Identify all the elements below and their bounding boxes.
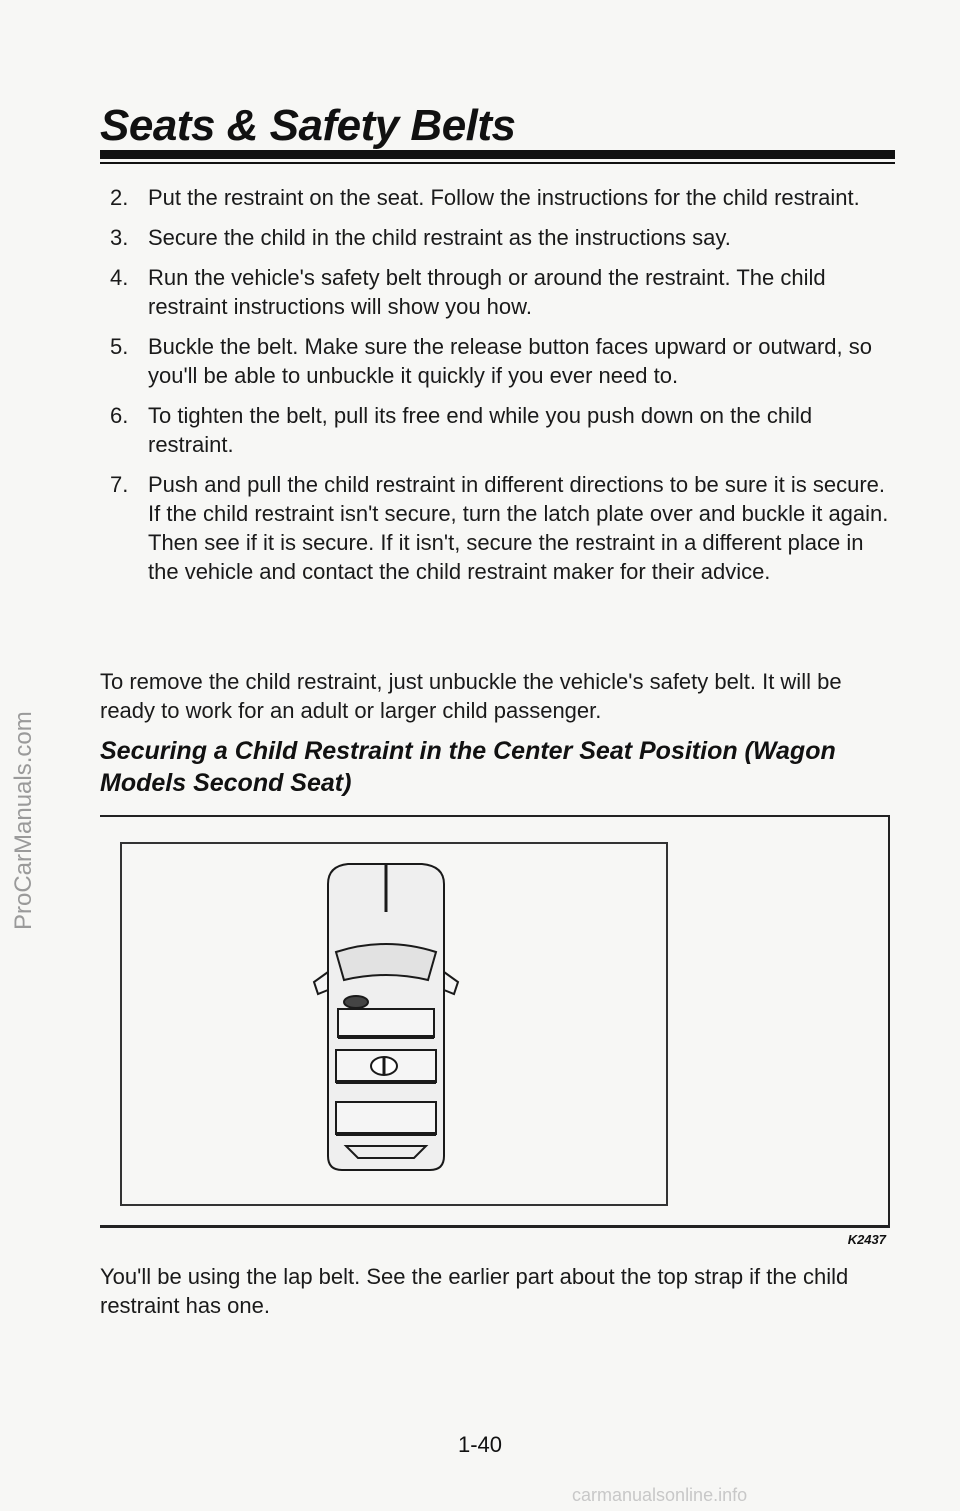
step-text: Secure the child in the child restraint as the instructions say.	[148, 225, 731, 250]
step-text: Push and pull the child restraint in different directions to be sure it is secure. If the child restraint isn't secure, turn the latch plate over and buckle it again. Then see if it is secure. If it isn't, secure the restraint in a different place in the vehicle and contact the child restraint maker for their advice.	[148, 472, 889, 584]
figure-panel	[120, 842, 668, 1206]
step-number: 3.	[110, 225, 129, 250]
step-number: 2.	[110, 185, 129, 210]
lap-belt-paragraph: You'll be using the lap belt. See the earlier part about the top strap if the child restraint has one.	[100, 1264, 849, 1318]
step-item	[110, 183, 890, 212]
step-number: 4.	[110, 265, 129, 290]
step-item	[110, 223, 890, 252]
step-item	[110, 401, 890, 459]
step-text: Put the restraint on the seat. Follow the instructions for the child restraint.	[148, 185, 860, 210]
page-number: 1-40	[457, 1432, 503, 1457]
remove-restraint-paragraph: To remove the child restraint, just unbuckle the vehicle's safety belt. It will be ready to work for an adult or larger child passenger.	[100, 669, 842, 723]
step-text: Run the vehicle's safety belt through or around the restraint. The child restraint instructions will show you how.	[148, 265, 826, 319]
section-subheading: Securing a Child Restraint in the Center Seat Position (Wagon Models Second Seat)	[100, 737, 836, 797]
figure-frame	[100, 815, 890, 1247]
step-text: To tighten the belt, pull its free end while you push down on the child restraint.	[148, 403, 813, 457]
step-item	[110, 470, 890, 586]
side-watermark: ProCarManuals.com	[10, 711, 37, 930]
step-text: Buckle the belt. Make sure the release button faces upward or outward, so you'll be able to unbuckle it quickly if you ever need to.	[148, 334, 872, 388]
header-rule	[100, 150, 895, 159]
bottom-watermark: carmanualsonline.info	[572, 1485, 748, 1505]
step-number: 7.	[110, 472, 129, 497]
header-rule-thin	[100, 162, 895, 164]
figure-code: K2437	[847, 1232, 886, 1247]
page-title: Seats & Safety Belts	[100, 101, 516, 150]
wagon-seat-diagram	[122, 844, 666, 1204]
step-number: 5.	[110, 334, 129, 359]
step-item	[110, 332, 890, 390]
instruction-steps	[110, 183, 890, 597]
step-number: 6.	[110, 403, 129, 428]
step-item	[110, 263, 890, 321]
